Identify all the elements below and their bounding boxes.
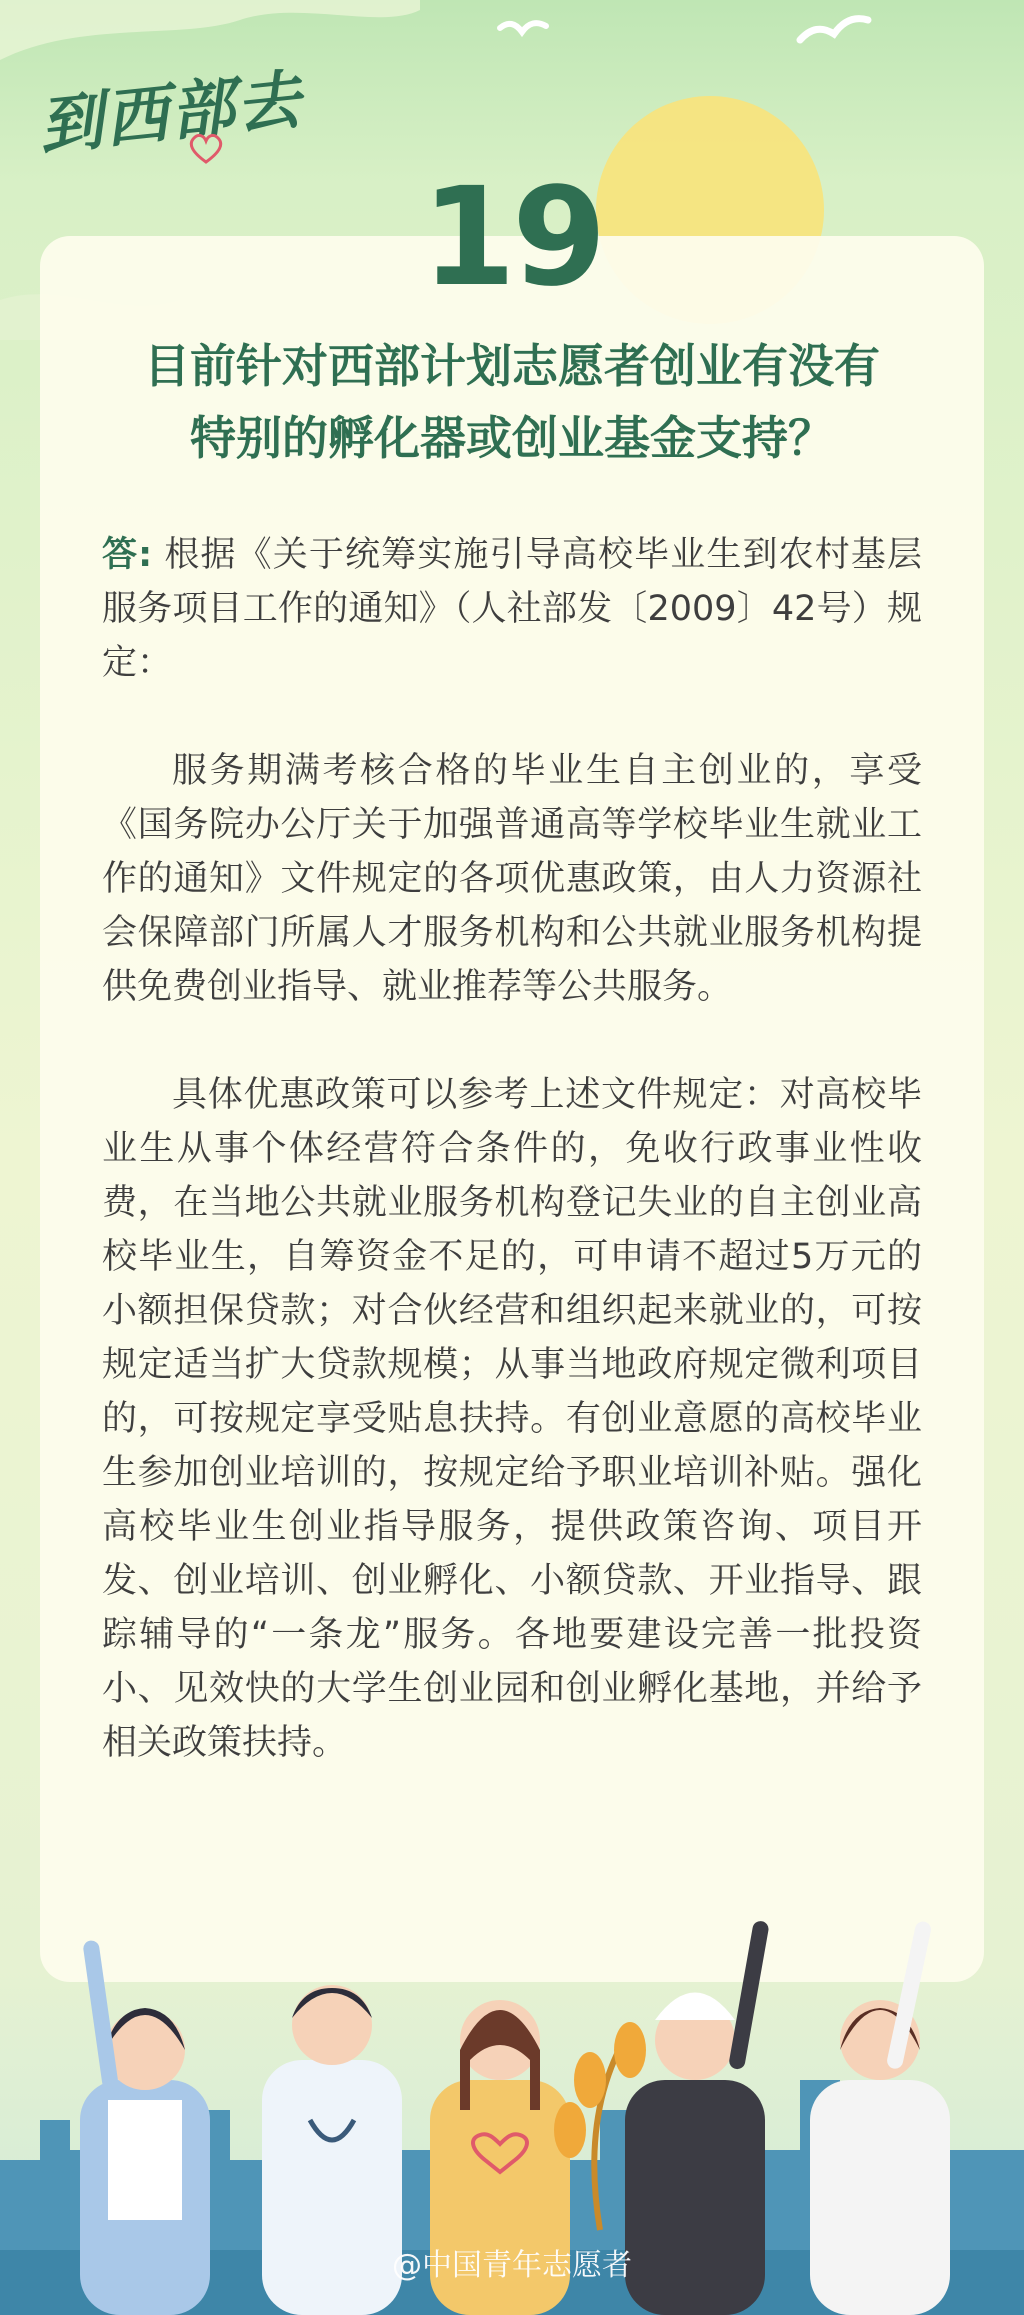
heart-icon	[188, 132, 224, 164]
bird-icon	[800, 19, 868, 40]
question-title	[70, 330, 954, 474]
answer-intro-text: 根据《关于统筹实施引导高校毕业生到农村基层服务项目工作的通知》（人社部发〔2009〕42号）规定：	[102, 535, 922, 683]
logo-text: 到西部去	[35, 62, 306, 165]
question-line-1: 目前针对西部计划志愿者创业有没有	[144, 339, 880, 393]
answer-body	[102, 528, 922, 1770]
answer-label: 答:	[102, 535, 153, 575]
watermark-credit: @中国青年志愿者	[392, 2248, 632, 2283]
answer-paragraph-2: 具体优惠政策可以参考上述文件规定：对高校毕业生从事个体经营符合条件的，免收行政事业性收费，在当地公共就业服务机构登记失业的自主创业高校毕业生，自筹资金不足的，可申请不超过5万元的小额担保贷款；对合伙经营和组织起来就业的，可按规定适当扩大贷款规模；从事当地政府规定微利项目的，可按规定享受贴息扶持。有创业意愿的高校毕业生参加创业培训的，按规定给予职业培训补贴。强化高校毕业生创业指导服务，提供政策咨询、项目开发、创业培训、创业孵化、小额贷款、开业指导、跟踪辅导的“一条龙”服务。各地要建设完善一批投资小、见效快的大学生创业园和创业孵化基地，并给予相关政策扶持。	[102, 1075, 922, 1763]
bird-icon	[500, 23, 546, 32]
cloud-shape	[0, 0, 420, 60]
answer-paragraph-1: 服务期满考核合格的毕业生自主创业的，享受《国务院办公厅关于加强普通高等学校毕业生就业工作的通知》文件规定的各项优惠政策，由人力资源社会保障部门所属人才服务机构和公共就业服务机构提供免费创业指导、就业推荐等公共服务。	[102, 751, 922, 1007]
logo	[35, 62, 328, 172]
question-line-2: 特别的孵化器或创业基金支持？	[190, 411, 834, 465]
answer-intro	[102, 528, 922, 690]
question-number: 19	[421, 159, 603, 317]
